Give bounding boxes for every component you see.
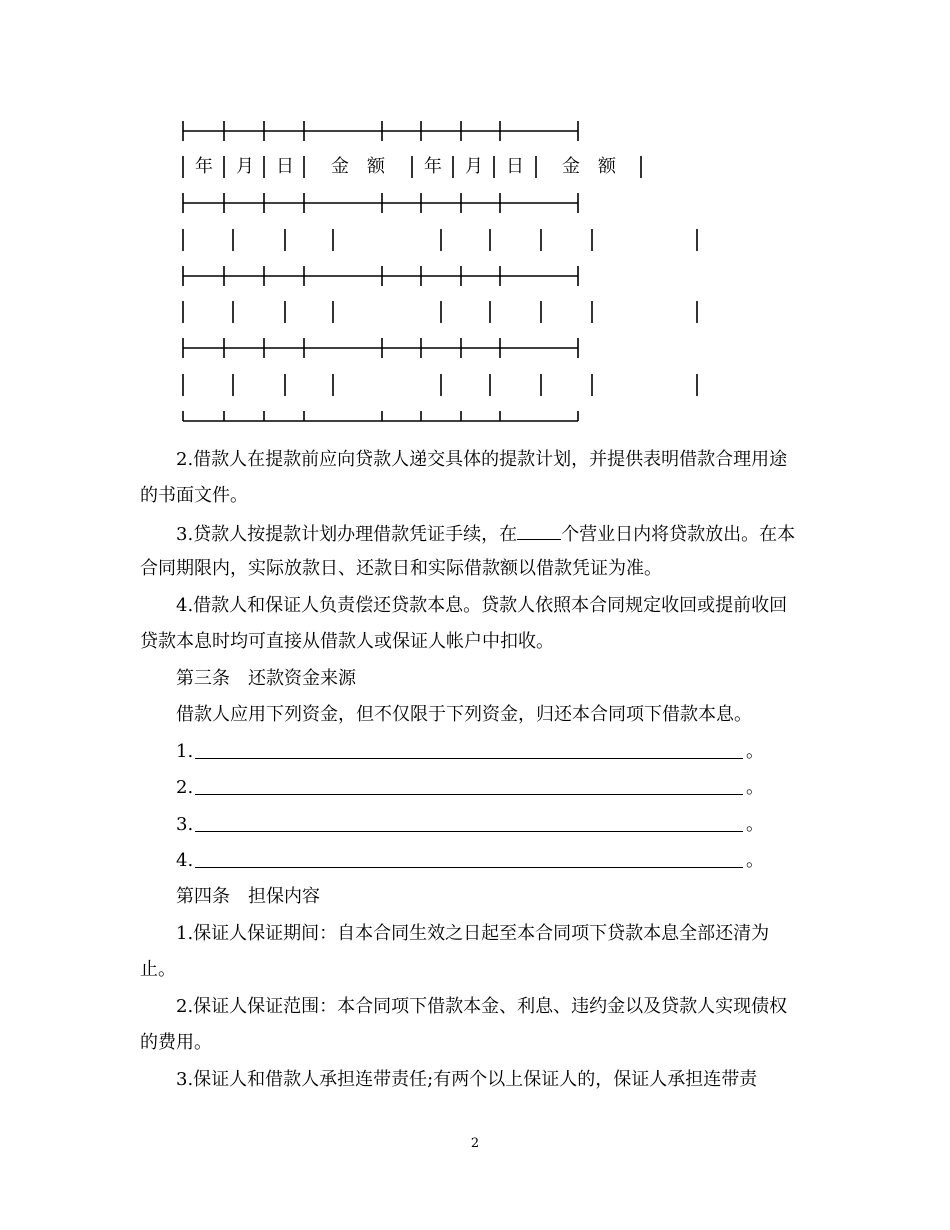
- funding-source-1-end: 。: [746, 741, 764, 762]
- clause-2-line-2: 的书面文件。: [140, 485, 248, 506]
- guarantee-1-line-1: 1.保证人保证期间：自本合同生效之日起至本合同项下贷款本息全部还清为: [176, 923, 770, 944]
- guarantee-3-line-1: 3.保证人和借款人承担连带责任;有两个以上保证人的，保证人承担连带责: [176, 1069, 758, 1090]
- clause-3-line-1: 3.贷款人按提款计划办理借款凭证手续，在 个营业日内将贷款放出。在本: [176, 521, 795, 547]
- funding-source-3-label: 3.: [176, 814, 194, 835]
- guarantee-2-line-1: 2.保证人保证范围：本合同项下借款本金、利息、违约金以及贷款人实现债权: [176, 996, 788, 1017]
- article-3-intro: 借款人应用下列资金，但不仅限于下列资金，归还本合同项下借款本息。: [176, 704, 752, 725]
- drawdown-schedule-table: [0, 0, 950, 440]
- table-header-day: 日: [506, 156, 524, 177]
- article-4-title: 第四条 担保内容: [176, 886, 320, 907]
- table-header-amount: 金 额: [331, 156, 385, 177]
- table-header-month: 月: [465, 156, 483, 177]
- guarantee-1-line-2: 止。: [140, 959, 176, 980]
- table-header-month: 月: [236, 156, 254, 177]
- table-header-year: 年: [424, 156, 442, 177]
- funding-source-2-end: 。: [746, 777, 764, 798]
- funding-source-1-field[interactable]: [195, 758, 743, 759]
- funding-source-3-field[interactable]: [195, 831, 743, 832]
- clause-4-line-1: 4.借款人和保证人负责偿还贷款本息。贷款人依照本合同规定收回或提前收回: [176, 595, 788, 616]
- clause-3-line-2: 合同期限内，实际放款日、还款日和实际借款额以借款凭证为准。: [140, 558, 662, 579]
- funding-source-2-label: 2.: [176, 777, 194, 798]
- page-number: 2: [470, 1136, 480, 1151]
- funding-source-4-field[interactable]: [195, 867, 743, 868]
- clause-2-line-1: 2.借款人在提款前应向贷款人递交具体的提款计划，并提供表明借款合理用途: [176, 449, 788, 470]
- table-header-amount: 金 额: [562, 156, 616, 177]
- clause-4-line-2: 贷款本息时均可直接从借款人或保证人帐户中扣收。: [140, 631, 554, 652]
- funding-source-2-field[interactable]: [195, 794, 743, 795]
- funding-source-3-end: 。: [746, 814, 764, 835]
- funding-source-4-label: 4.: [176, 850, 194, 871]
- funding-source-1-label: 1.: [176, 741, 194, 762]
- funding-source-4-end: 。: [746, 850, 764, 871]
- article-3-title: 第三条 还款资金来源: [176, 668, 356, 689]
- guarantee-2-line-2: 的费用。: [140, 1032, 212, 1053]
- table-header-day: 日: [276, 156, 294, 177]
- table-header-year: 年: [195, 156, 213, 177]
- business-days-blank[interactable]: [517, 521, 561, 540]
